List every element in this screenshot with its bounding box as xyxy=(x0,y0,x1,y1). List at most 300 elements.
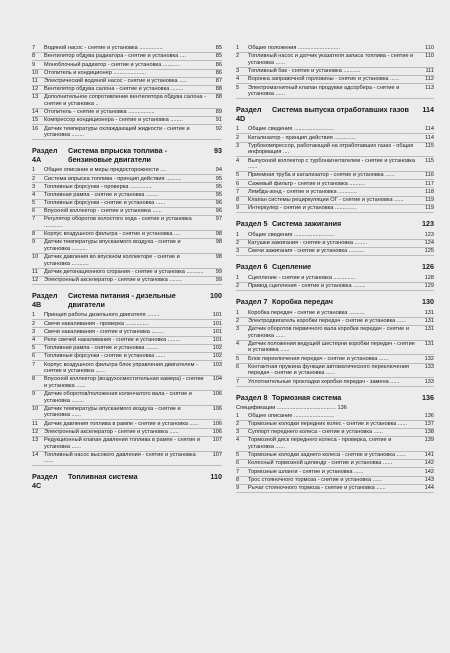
entry-page: 119 xyxy=(425,205,434,212)
entry-title: Датчик температуры впускаемого воздуха - снятие и установка ...... xyxy=(44,405,181,419)
entry-title: Тормозные шланги - снятие и установка ...... xyxy=(248,468,364,475)
entry-title: Лямбда-зонд - снятие и установка ............ xyxy=(248,188,357,195)
entry-title: Топливный насос высокого давления - снятие и установка ...... xyxy=(44,451,196,465)
entry-page: 87 xyxy=(215,78,222,85)
toc-entry xyxy=(32,277,222,285)
entry-number: 12 xyxy=(32,428,39,435)
entry-title: Электронный акселератор - снятие и установка ........ xyxy=(44,277,182,284)
entry-title: Уплотнительные прокладки коробки передач - замена ...... xyxy=(248,378,400,385)
entry-title: Коробка передач - снятие и установка .......... xyxy=(248,309,365,316)
entry-page: 125 xyxy=(424,248,434,255)
toc-entry xyxy=(32,208,222,216)
entry-page: 141 xyxy=(424,452,434,459)
entry-number: 7 xyxy=(32,45,36,52)
section-number: Раздел 8 xyxy=(236,392,268,402)
toc-entry xyxy=(32,254,222,269)
toc-entry xyxy=(32,45,222,53)
entry-page: 86 xyxy=(215,61,222,68)
entry-title: Электронный акселератор - снятие и установка ...... xyxy=(44,428,179,435)
toc-entry xyxy=(236,477,434,485)
section-title: Система зажигания xyxy=(272,219,342,228)
toc-entry xyxy=(32,192,222,200)
entry-page: 85 xyxy=(215,53,222,60)
entry-title: Тормозной диск переднего колеса - проверка, снятие и установка ...... xyxy=(248,437,392,451)
entry-number: 6 xyxy=(236,180,240,187)
entry-number: 9 xyxy=(32,61,36,68)
entry-page: 101 xyxy=(212,328,222,335)
section-title: Топливная система xyxy=(68,472,138,482)
entry-page: 91 xyxy=(215,117,222,124)
entry-number: 6 xyxy=(32,208,36,215)
toc-entry xyxy=(32,61,222,69)
toc-entry xyxy=(236,275,434,283)
entry-number: 2 xyxy=(236,317,240,324)
entry-page: 143 xyxy=(424,476,434,483)
entry-title: Электромагнитный клапан продувки адсорбера - снятие и установка ...... xyxy=(248,84,400,98)
entry-title: Датчик положения ведущей шестерни коробки передач - снятие и установка ...... xyxy=(248,340,415,354)
entry-page: 102 xyxy=(212,353,222,360)
entry-title: Общие сведения .......................... xyxy=(248,126,335,133)
toc-entry xyxy=(236,421,434,429)
entry-page: 104 xyxy=(212,376,222,383)
entry-title: Топливные форсунки - снятие и установка ...... xyxy=(44,353,166,360)
toc-entry xyxy=(32,452,222,467)
section-page: 110 xyxy=(210,472,222,482)
toc-entry xyxy=(32,361,222,376)
entry-page: 113 xyxy=(425,84,434,91)
entry-number: 1 xyxy=(236,231,240,238)
entry-number: 9 xyxy=(32,391,36,398)
toc-entry xyxy=(236,341,434,356)
entry-title: Свечи накаливания - снятие и установка ........ xyxy=(44,328,164,335)
entry-number: 13 xyxy=(32,94,39,101)
entry-title: Реле свечей накаливания - снятие и установка ........ xyxy=(44,336,181,343)
entry-title: Корпус воздушного фильтра - снятие и установка .... xyxy=(44,231,181,238)
toc-entry xyxy=(32,420,222,428)
section-heading xyxy=(236,394,434,403)
entry-page: 123 xyxy=(424,231,434,238)
entry-title: Электродвигатель коробки передач - снятие и установка ...... xyxy=(248,317,407,324)
entry-page: 85 xyxy=(215,45,222,52)
entry-title: Электрический водяной насос - снятие и установка ..... xyxy=(44,78,187,85)
entry-title: Компрессор кондиционера - снятие и установка ........ xyxy=(44,117,183,124)
section-title: Система выпуска отработавших газов xyxy=(272,105,409,115)
toc-entry xyxy=(32,216,222,231)
entry-page: 106 xyxy=(212,428,222,435)
entry-title: Клапан системы рециркуляции ОГ - снятие и установка ...... xyxy=(248,196,404,203)
entry-number: 2 xyxy=(32,175,36,182)
entry-number: 14 xyxy=(32,451,39,458)
toc-entry xyxy=(236,197,434,205)
toc-entry xyxy=(236,45,434,53)
entry-number: 10 xyxy=(32,69,39,76)
section-number: Раздел 7 xyxy=(236,296,268,306)
entry-page: 115 xyxy=(425,142,434,149)
entry-page: 112 xyxy=(425,76,434,83)
entry-title: Сажевый фильтр - снятие и установка .......... xyxy=(248,180,365,187)
toc-entry xyxy=(32,406,222,421)
toc-entry xyxy=(32,269,222,277)
entry-title: Свечи накаливания - проверка ............... xyxy=(44,320,149,327)
toc-entry xyxy=(236,188,434,196)
entry-page: 102 xyxy=(212,345,222,352)
entry-number: 8 xyxy=(236,476,240,483)
entry-number: 2 xyxy=(236,421,240,428)
toc-entry xyxy=(236,180,434,188)
entry-page: 95 xyxy=(215,183,222,190)
entry-number: 9 xyxy=(236,205,240,212)
entry-number: 3 xyxy=(236,248,240,255)
entry-number: 9 xyxy=(32,239,36,246)
section-number: Раздел 4D xyxy=(236,105,262,123)
entry-title: Блок переключения передач - снятие и установка ...... xyxy=(248,355,389,362)
entry-page: 101 xyxy=(212,320,222,327)
entry-page: 92 xyxy=(215,125,222,132)
section-heading xyxy=(32,292,222,309)
entry-number: 1 xyxy=(32,312,36,319)
entry-number: 2 xyxy=(236,283,240,290)
toc-entry xyxy=(236,429,434,437)
entry-page: 88 xyxy=(215,94,222,101)
entry-number: 6 xyxy=(32,353,36,360)
entry-page: 95 xyxy=(215,175,222,182)
toc-entry xyxy=(32,175,222,183)
entry-page: 101 xyxy=(212,336,222,343)
entry-page: 128 xyxy=(424,274,434,281)
entry-number: 4 xyxy=(32,191,36,198)
toc-entry xyxy=(32,376,222,391)
entry-number: 10 xyxy=(32,254,39,261)
section-number: Раздел 5 xyxy=(236,219,268,228)
entry-page: 116 xyxy=(425,172,434,179)
toc-entry xyxy=(32,86,222,94)
entry-page: 110 xyxy=(425,53,434,60)
entry-number: 16 xyxy=(32,125,39,132)
entry-number: 3 xyxy=(236,429,240,436)
entry-title: Топливная рампа - снятие и установка ........ xyxy=(44,345,159,352)
entry-title: Воронка заправочной горловины - снятие и установка ...... xyxy=(248,76,400,83)
entry-number: 4 xyxy=(236,76,240,83)
toc-entry xyxy=(236,134,434,142)
entry-page: 98 xyxy=(215,231,222,238)
entry-title: Датчик температуры охлаждающей жидкости - снятие и установка ........ xyxy=(44,125,190,139)
entry-title: Топливный бак - снятие и установка ........... xyxy=(248,68,361,75)
entry-page: 114 xyxy=(425,134,434,141)
entry-page: 136 xyxy=(424,412,434,419)
toc-entry xyxy=(236,205,434,213)
entry-title: Общие сведения .......................... xyxy=(248,231,335,238)
entry-page: 124 xyxy=(424,239,434,246)
entry-number: 1 xyxy=(236,274,240,281)
toc-entry xyxy=(236,240,434,248)
toc-entry xyxy=(32,345,222,353)
entry-title: Датчик давления топлива в рампе - снятие и установка ...... xyxy=(44,420,199,427)
entry-number: 1 xyxy=(32,167,36,174)
entry-title: Вентилятор обдува салона - снятие и установка ........ xyxy=(44,86,184,93)
entry-title: Выпускной коллектор с турбонагнетателем - снятие и установка ...... xyxy=(248,157,415,171)
entry-number: 4 xyxy=(236,157,240,164)
entry-title: Водяной насос - снятие и установка ............... xyxy=(44,45,163,52)
entry-page: 98 xyxy=(215,239,222,246)
entry-number: 3 xyxy=(236,68,240,75)
entry-page: 99 xyxy=(215,277,222,284)
toc-entry xyxy=(236,143,434,158)
toc-entry xyxy=(236,248,434,256)
left-column xyxy=(32,45,222,493)
entry-number: 1 xyxy=(236,126,240,133)
entry-title: Трос стояночного тормоза - снятие и установка ...... xyxy=(248,476,382,483)
entry-title: Корпус воздушного фильтра блок управления двигателем - снятие и установка ...... xyxy=(44,361,198,375)
entry-title: Датчик оборотов первичного вала коробки передач - снятие и установка ...... xyxy=(248,326,409,339)
toc-entry xyxy=(236,413,434,421)
toc-entry xyxy=(236,468,434,476)
entry-page: 142 xyxy=(424,460,434,467)
toc-entry xyxy=(236,485,434,493)
entry-number: 5 xyxy=(236,355,240,362)
toc-entry xyxy=(236,68,434,76)
toc-entry xyxy=(32,437,222,452)
entry-page: 138 xyxy=(424,429,434,436)
entry-page: 106 xyxy=(212,391,222,398)
entry-page: 96 xyxy=(215,200,222,207)
entry-title: Рычаг стояночного тормоза - снятие и установка ...... xyxy=(248,485,386,492)
entry-number: 3 xyxy=(236,142,240,149)
toc-entry xyxy=(236,378,434,386)
toc-entry xyxy=(32,337,222,345)
section-heading xyxy=(236,263,434,272)
entry-title: Принцип работы дизельного двигателя ........ xyxy=(44,312,160,319)
toc-entry xyxy=(32,53,222,61)
entry-page: 110 xyxy=(425,45,434,52)
toc-entry xyxy=(236,452,434,460)
entry-number: 8 xyxy=(32,53,36,60)
entry-number: 12 xyxy=(32,86,39,93)
toc-entry xyxy=(32,239,222,254)
section-number: Раздел 4B xyxy=(32,291,58,309)
entry-title: Система впрыска топлива - принцип действия .......... xyxy=(44,175,182,182)
section-heading xyxy=(32,147,222,164)
entry-number: 11 xyxy=(32,420,38,427)
section-heading xyxy=(236,298,434,307)
section-number: Раздел 4C xyxy=(32,472,58,490)
entry-title: Катализатор - принцип действия .............. xyxy=(248,134,357,141)
section-title: Система питания - дизельные двигатели xyxy=(68,291,176,309)
section-page: 130 xyxy=(422,296,434,306)
entry-title: Датчик температуры впускаемого воздуха - снятие и установка .......... xyxy=(44,239,181,253)
entry-title: Регулятор оборотов холостого хода - снятие и установка ............ xyxy=(44,216,192,230)
entry-number: 11 xyxy=(32,78,38,85)
entry-title: Свечи зажигания - снятие и установка .......... xyxy=(248,248,365,255)
entry-page: 131 xyxy=(424,326,434,333)
entry-number: 5 xyxy=(236,172,240,179)
entry-number: 3 xyxy=(32,328,36,335)
entry-number: 2 xyxy=(236,53,240,60)
entry-title: Общее описание и меры предосторожности .... xyxy=(44,167,167,174)
entry-number: 15 xyxy=(32,117,39,124)
toc-entry xyxy=(236,460,434,468)
entry-number: 14 xyxy=(32,109,39,116)
toc-entry xyxy=(32,200,222,208)
entry-title: Отопитель - снятие и установка ................. xyxy=(44,109,155,116)
entry-page: 86 xyxy=(215,69,222,76)
section-page: 126 xyxy=(422,262,434,272)
entry-title: Топливная рампа - снятие и установка ........ xyxy=(44,191,159,198)
toc-entry xyxy=(32,391,222,406)
entry-title: Колесный тормозной цилиндр - снятие и установка ...... xyxy=(248,460,393,467)
entry-number: 7 xyxy=(236,468,240,475)
toc-entry xyxy=(236,283,434,291)
entry-title: Суппорт переднего колеса - снятие и установка ...... xyxy=(248,429,383,436)
toc-entry xyxy=(236,318,434,326)
section-title: Коробка передач xyxy=(272,296,333,306)
entry-title: Впускной коллектор (воздухосместительная камера) - снятие и установка ...... xyxy=(44,376,204,389)
entry-title: Впускной коллектор - снятие и установка ...... xyxy=(44,208,162,215)
entry-number: 2 xyxy=(32,320,36,327)
section-page: 136 xyxy=(422,392,434,402)
entry-page: 131 xyxy=(424,309,434,316)
entry-page: 129 xyxy=(424,283,434,290)
entry-number: 8 xyxy=(32,376,36,383)
toc-entry xyxy=(32,78,222,86)
toc-entry xyxy=(32,167,222,175)
entry-page: 94 xyxy=(215,167,222,174)
entry-number: 7 xyxy=(236,378,240,385)
entry-page: 133 xyxy=(424,363,434,370)
entry-number: 5 xyxy=(236,84,240,91)
entry-page: 132 xyxy=(424,355,434,362)
entry-title: Датчик давления во впускном коллекторе - снятие и установка ........... xyxy=(44,254,180,267)
entry-title: Общее описание .......................... xyxy=(248,412,335,419)
entry-page: 106 xyxy=(212,420,222,427)
entry-number: 6 xyxy=(236,363,240,370)
toc-entry xyxy=(32,353,222,361)
section-number: Раздел 4A xyxy=(32,146,58,164)
toc-entry xyxy=(32,231,222,239)
toc-entry xyxy=(236,355,434,363)
entry-number: 11 xyxy=(32,269,38,276)
entry-number: 8 xyxy=(236,196,240,203)
entry-number: 1 xyxy=(236,412,240,419)
section-heading xyxy=(236,106,434,123)
entry-title: Сцепление - снятие и установка .............. xyxy=(248,274,356,281)
entry-page: 101 xyxy=(212,312,222,319)
section-title: Сцепление xyxy=(272,262,312,272)
section-page: 93 xyxy=(214,146,222,156)
toc-entry xyxy=(236,326,434,341)
entry-page: 88 xyxy=(215,86,222,93)
toc-entry xyxy=(236,76,434,84)
entry-title: Датчик оборотов/положения коленчатого вала - снятие и установка ........ xyxy=(44,391,192,404)
section-heading xyxy=(236,220,434,229)
entry-page: 89 xyxy=(215,109,222,116)
section-page: 123 xyxy=(422,219,434,228)
entry-page: 137 xyxy=(424,421,434,428)
toc-entry xyxy=(32,125,222,140)
entry-number: 4 xyxy=(236,437,240,444)
entry-title: Моноблочный радиатор - снятие и установка ........... xyxy=(44,61,180,68)
entry-title: Вентилятор обдува радиатора - снятие и установка .... xyxy=(44,53,186,60)
entry-page: 103 xyxy=(212,361,222,368)
entry-title: Отопитель и кондиционер ..................... xyxy=(44,69,146,76)
toc-entry xyxy=(236,84,434,99)
entry-number: 6 xyxy=(236,460,240,467)
entry-title: Интеркулер - снятие и установка .............. xyxy=(248,205,357,212)
entry-page: 131 xyxy=(424,317,434,324)
entry-page: 96 xyxy=(215,208,222,215)
entry-page: 144 xyxy=(424,485,434,492)
entry-title: Турбокомпрессор, работающий на отработавших газах - общая информация .... xyxy=(248,142,414,156)
toc-entry xyxy=(32,429,222,437)
entry-number: 2 xyxy=(236,134,240,141)
entry-page: 133 xyxy=(424,378,434,385)
entry-number: 7 xyxy=(32,361,36,368)
toc-entry xyxy=(236,126,434,134)
entry-title: Катушки зажигания - снятие и установка ........ xyxy=(248,239,367,246)
entry-page: 106 xyxy=(212,405,222,412)
entry-title: Общие положения ........................... xyxy=(248,45,340,52)
toc-entry xyxy=(236,232,434,240)
entry-number: 9 xyxy=(236,485,240,492)
entry-number: 1 xyxy=(236,309,240,316)
entry-page: 115 xyxy=(425,157,434,164)
toc-entry xyxy=(32,70,222,78)
entry-title: Тормозные колодки заднего колеса - снятие и установка ...... xyxy=(248,452,406,459)
entry-page: 97 xyxy=(215,216,222,223)
toc-entry xyxy=(32,183,222,191)
entry-page: 114 xyxy=(425,126,434,133)
entry-title: Топливные форсунки - проверка .............. xyxy=(44,183,152,190)
entry-number: 2 xyxy=(236,239,240,246)
toc-entry xyxy=(236,172,434,180)
toc-entry xyxy=(236,364,434,379)
toc-entry xyxy=(236,157,434,172)
right-column xyxy=(236,45,434,493)
toc-entry xyxy=(32,117,222,125)
entry-page: 139 xyxy=(424,437,434,444)
entry-page: 107 xyxy=(212,451,222,458)
entry-page: 99 xyxy=(215,269,222,276)
entry-number: 7 xyxy=(32,216,36,223)
entry-number: 5 xyxy=(32,345,36,352)
section-subheading: Спецификации ...................................... 136 xyxy=(236,405,347,412)
entry-number: 5 xyxy=(32,200,36,207)
entry-title: Датчик детонационного сгорания - снятие и установка ........... xyxy=(44,269,204,276)
entry-number: 12 xyxy=(32,277,39,284)
section-number: Раздел 6 xyxy=(236,262,268,272)
entry-number: 4 xyxy=(32,336,36,343)
entry-page: 117 xyxy=(425,180,434,187)
entry-number: 10 xyxy=(32,405,39,412)
entry-page: 98 xyxy=(215,254,222,261)
toc-entry xyxy=(32,328,222,336)
toc-entry xyxy=(32,94,222,109)
section-title: Система впрыска топлива - бензиновые двигатели xyxy=(68,146,167,164)
entry-page: 142 xyxy=(424,468,434,475)
entry-title: Привод сцепления - снятие и установка ........ xyxy=(248,283,366,290)
section-title: Тормозная система xyxy=(272,392,342,402)
entry-page: 95 xyxy=(215,191,222,198)
entry-title: Тормозные колодки передних колес - снятие и установка ...... xyxy=(248,421,408,428)
entry-page: 107 xyxy=(212,437,222,444)
entry-page: 111 xyxy=(425,68,434,75)
entry-page: 131 xyxy=(424,340,434,347)
entry-title: Редукционный клапан давления топлива в рампе - снятие и установка ...... xyxy=(44,437,201,450)
toc-entry xyxy=(32,312,222,320)
entry-page: 118 xyxy=(425,188,434,195)
section-heading xyxy=(32,473,222,490)
entry-title: Топливный насос и датчик указателя запаса топлива - снятие и установка ...... xyxy=(248,53,414,67)
entry-number: 4 xyxy=(236,340,240,347)
